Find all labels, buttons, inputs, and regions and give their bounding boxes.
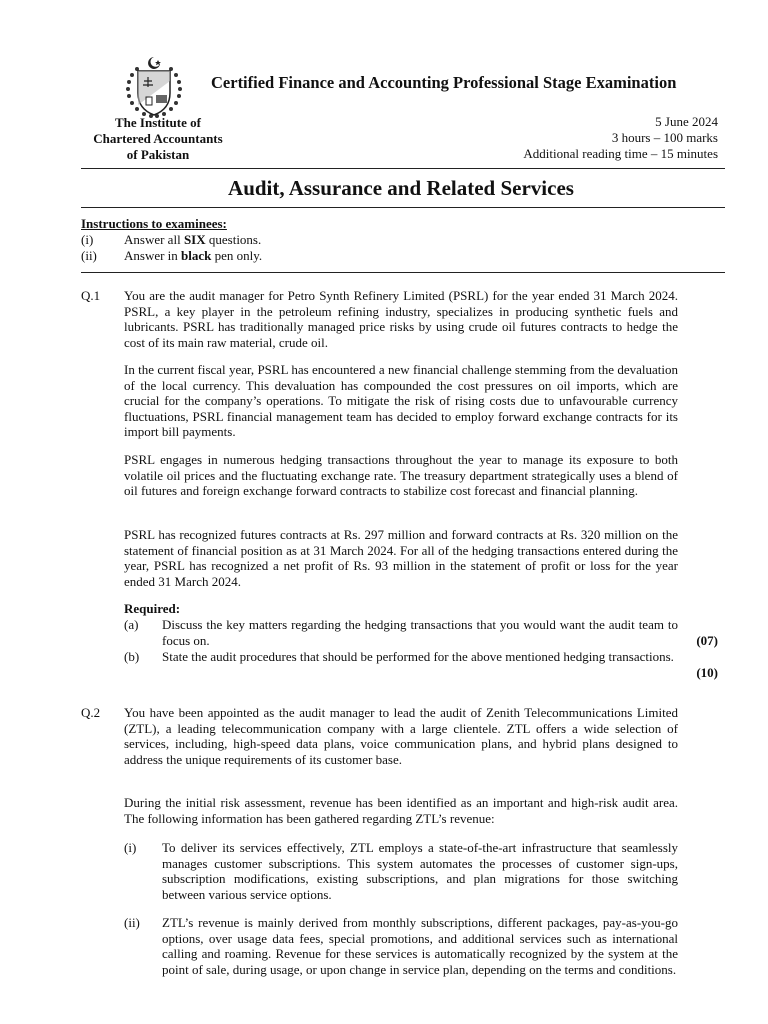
q1-paragraph: You are the audit manager for Petro Synth Refinery Limited (PSRL) for the year ended 31 March 2024. PSRL, a key player in the petroleum refining industry, specializes in producing synthetic fuels and lubricants. PSRL has traditionally managed price risks by using crude oil futures contracts to hedge the cost of its main raw material, crude oil. <box>124 288 678 350</box>
institute-name: The Institute of Chartered Accountants of Pakistan <box>93 115 223 162</box>
requirement-label: (b) <box>124 649 140 664</box>
item-label: (i) <box>124 840 137 855</box>
divider <box>81 207 725 208</box>
q1-paragraph: In the current fiscal year, PSRL has encountered a new financial challenge stemming from the devaluation of the local currency. This devaluation has compounded the cost pressures on oil imports, which are crucial for the company’s operations. To mitigate the risk of rising costs due to unfavourable currency fluctuations, PSRL financial management team has decided to employ forward exchange contracts for its import bill payments. <box>124 362 678 440</box>
item-text: ZTL’s revenue is mainly derived from monthly subscriptions, different packages, pay-as-you-go options, over usage data fees, special promotions, and additional services such as international calling and roaming. Revenue for these services is automatically recognized by the system at the point of sale, during usage, or upon change in service plan, depending on the terms and conditions. <box>162 915 678 977</box>
requirement-text: State the audit procedures that should be performed for the above mentioned hedging transactions. <box>162 649 674 664</box>
divider <box>81 272 725 273</box>
requirement-label: (a) <box>124 617 139 632</box>
q2-paragraph: During the initial risk assessment, revenue has been identified as an important and high-risk audit area. The following information has been gathered regarding ZTL’s revenue: <box>124 795 678 826</box>
item-text: To deliver its services effectively, ZTL employs a state-of-the-art infrastructure that seamlessly manages customer subscriptions. This system automates the processes of customer sign-ups, subscription modifications, existing subscriptions, and plan migrations for those switching between various service options. <box>162 840 678 902</box>
divider <box>81 168 725 169</box>
q1-paragraph: PSRL has recognized futures contracts at Rs. 297 million and forward contracts at Rs. 320 million on the statement of financial position as at 31 March 2024. For all of the hedging transactions entered during the year, PSRL has recognized a net profit of Rs. 93 million in the statement of profit or loss for the year ended 31 March 2024. <box>124 527 678 589</box>
instructions-heading: Instructions to examinees: <box>81 216 227 231</box>
exam-page: Certified Finance and Accounting Professional Stage Examination The Institute of Chartered Accountants of Pakistan 5 June 2024 3 hours – 100 marks Additional reading time – 15 minutes Audit, Assurance and Related Services Instructions to examinees: (i) Answer all SIX questions. (ii) Answer in black pen only. Q.1 You are the audit manager for Petro Synth Refinery Limited (PSRL) for the year ended 31 March 2024. PSRL, a key player in the petroleum refining industry, specializes in producing synthetic fuels and lubricants. PSRL has traditionally managed price risks by using crude oil futures contracts to hedge the cost of its main raw material, crude oil. In the current fiscal year, PSRL has encountered a new financial challenge stemming from the devaluation of the local currency. This devaluation has compounded the cost pressures on oil imports, which are crucial for the company’s operations. To mitigate the risk of rising costs due to unfavourable currency fluctuations, PSRL financial management team has decided to employ forward exchange contracts for its import bill payments. PSRL engages in numerous hedging transactions throughout the year to manage its exposure to both volatile oil prices and the fluctuating exchange rate. The treasury department strategically uses a blend of oil futures and foreign exchange forward contracts to stabilize cost forecast and financial planning. PSRL has recognized futures contracts at Rs. 297 million and forward contracts at Rs. 320 million on the statement of financial position as at 31 March 2024. For all of the hedging transactions entered during the year, PSRL has recognized a net profit of Rs. 93 million in the statement of profit or loss for the year ended 31 March 2024. Required: (a) Discuss the key matters regarding the hedging transactions that you would want the audit team to focus on. (07) (b) State the audit procedures that should be performed for the above mentioned hedging transactions. (10) Q.2 You have been appointed as the audit manager to lead the audit of Zenith Telecommunications Limited (ZTL), a leading telecommunication company with a large clientele. ZTL offers a wide selection of services, including, high-speed data plans, voice communication plans, and hybrid plans designed to address the unique requirements of its customer base. During the initial risk assessment, revenue has been identified as an important and high-risk audit area. The following information has been gathered regarding ZTL’s revenue: (i) To deliver its services effectively, ZTL employs a state-of-the-art infrastructure that seamlessly manages customer subscriptions. This system automates the processes of customer sign-ups, subscription modifications, existing subscriptions, and plan migrations for those switching between various service options. (ii) ZTL’s revenue is mainly derived from monthly subscriptions, different packages, pay-as-you-go options, over usage data fees, special promotions, and additional services such as international calling and roaming. Revenue for these services is automatically recognized by the system at the point of sale, during usage, or upon change in service plan, depending on the terms and conditions. <box>0 0 768 1024</box>
subject-title: Audit, Assurance and Related Services <box>228 176 574 200</box>
exam-reading-time: Additional reading time – 15 minutes <box>523 146 718 161</box>
question-number: Q.1 <box>81 288 101 303</box>
item-label: (ii) <box>124 915 140 930</box>
required-label: Required: <box>124 601 181 616</box>
exam-meta <box>523 114 718 162</box>
q2-paragraph: You have been appointed as the audit manager to lead the audit of Zenith Telecommunications Limited (ZTL), a leading telecommunication company with a large clientele. ZTL offers a wide selection of services, including, high-speed data plans, voice communication plans, and hybrid plans designed to address the unique requirements of its customer base. <box>124 705 678 767</box>
q1-paragraph: PSRL engages in numerous hedging transactions throughout the year to manage its exposure to both volatile oil prices and the fluctuating exchange rate. The treasury department strategically uses a blend of oil futures and foreign exchange forward contracts to stabilize cost forecast and financial planning. <box>124 452 678 499</box>
marks: (10) <box>696 665 718 680</box>
exam-title: Certified Finance and Accounting Professional Stage Examination <box>211 73 677 92</box>
requirement-text: Discuss the key matters regarding the hedging transactions that you would want the audit team to focus on. <box>162 617 678 648</box>
exam-duration: 3 hours – 100 marks <box>611 130 718 145</box>
marks: (07) <box>696 633 718 648</box>
exam-date: 5 June 2024 <box>655 114 718 129</box>
institute-crest-icon <box>120 53 188 121</box>
question-number: Q.2 <box>81 705 101 720</box>
